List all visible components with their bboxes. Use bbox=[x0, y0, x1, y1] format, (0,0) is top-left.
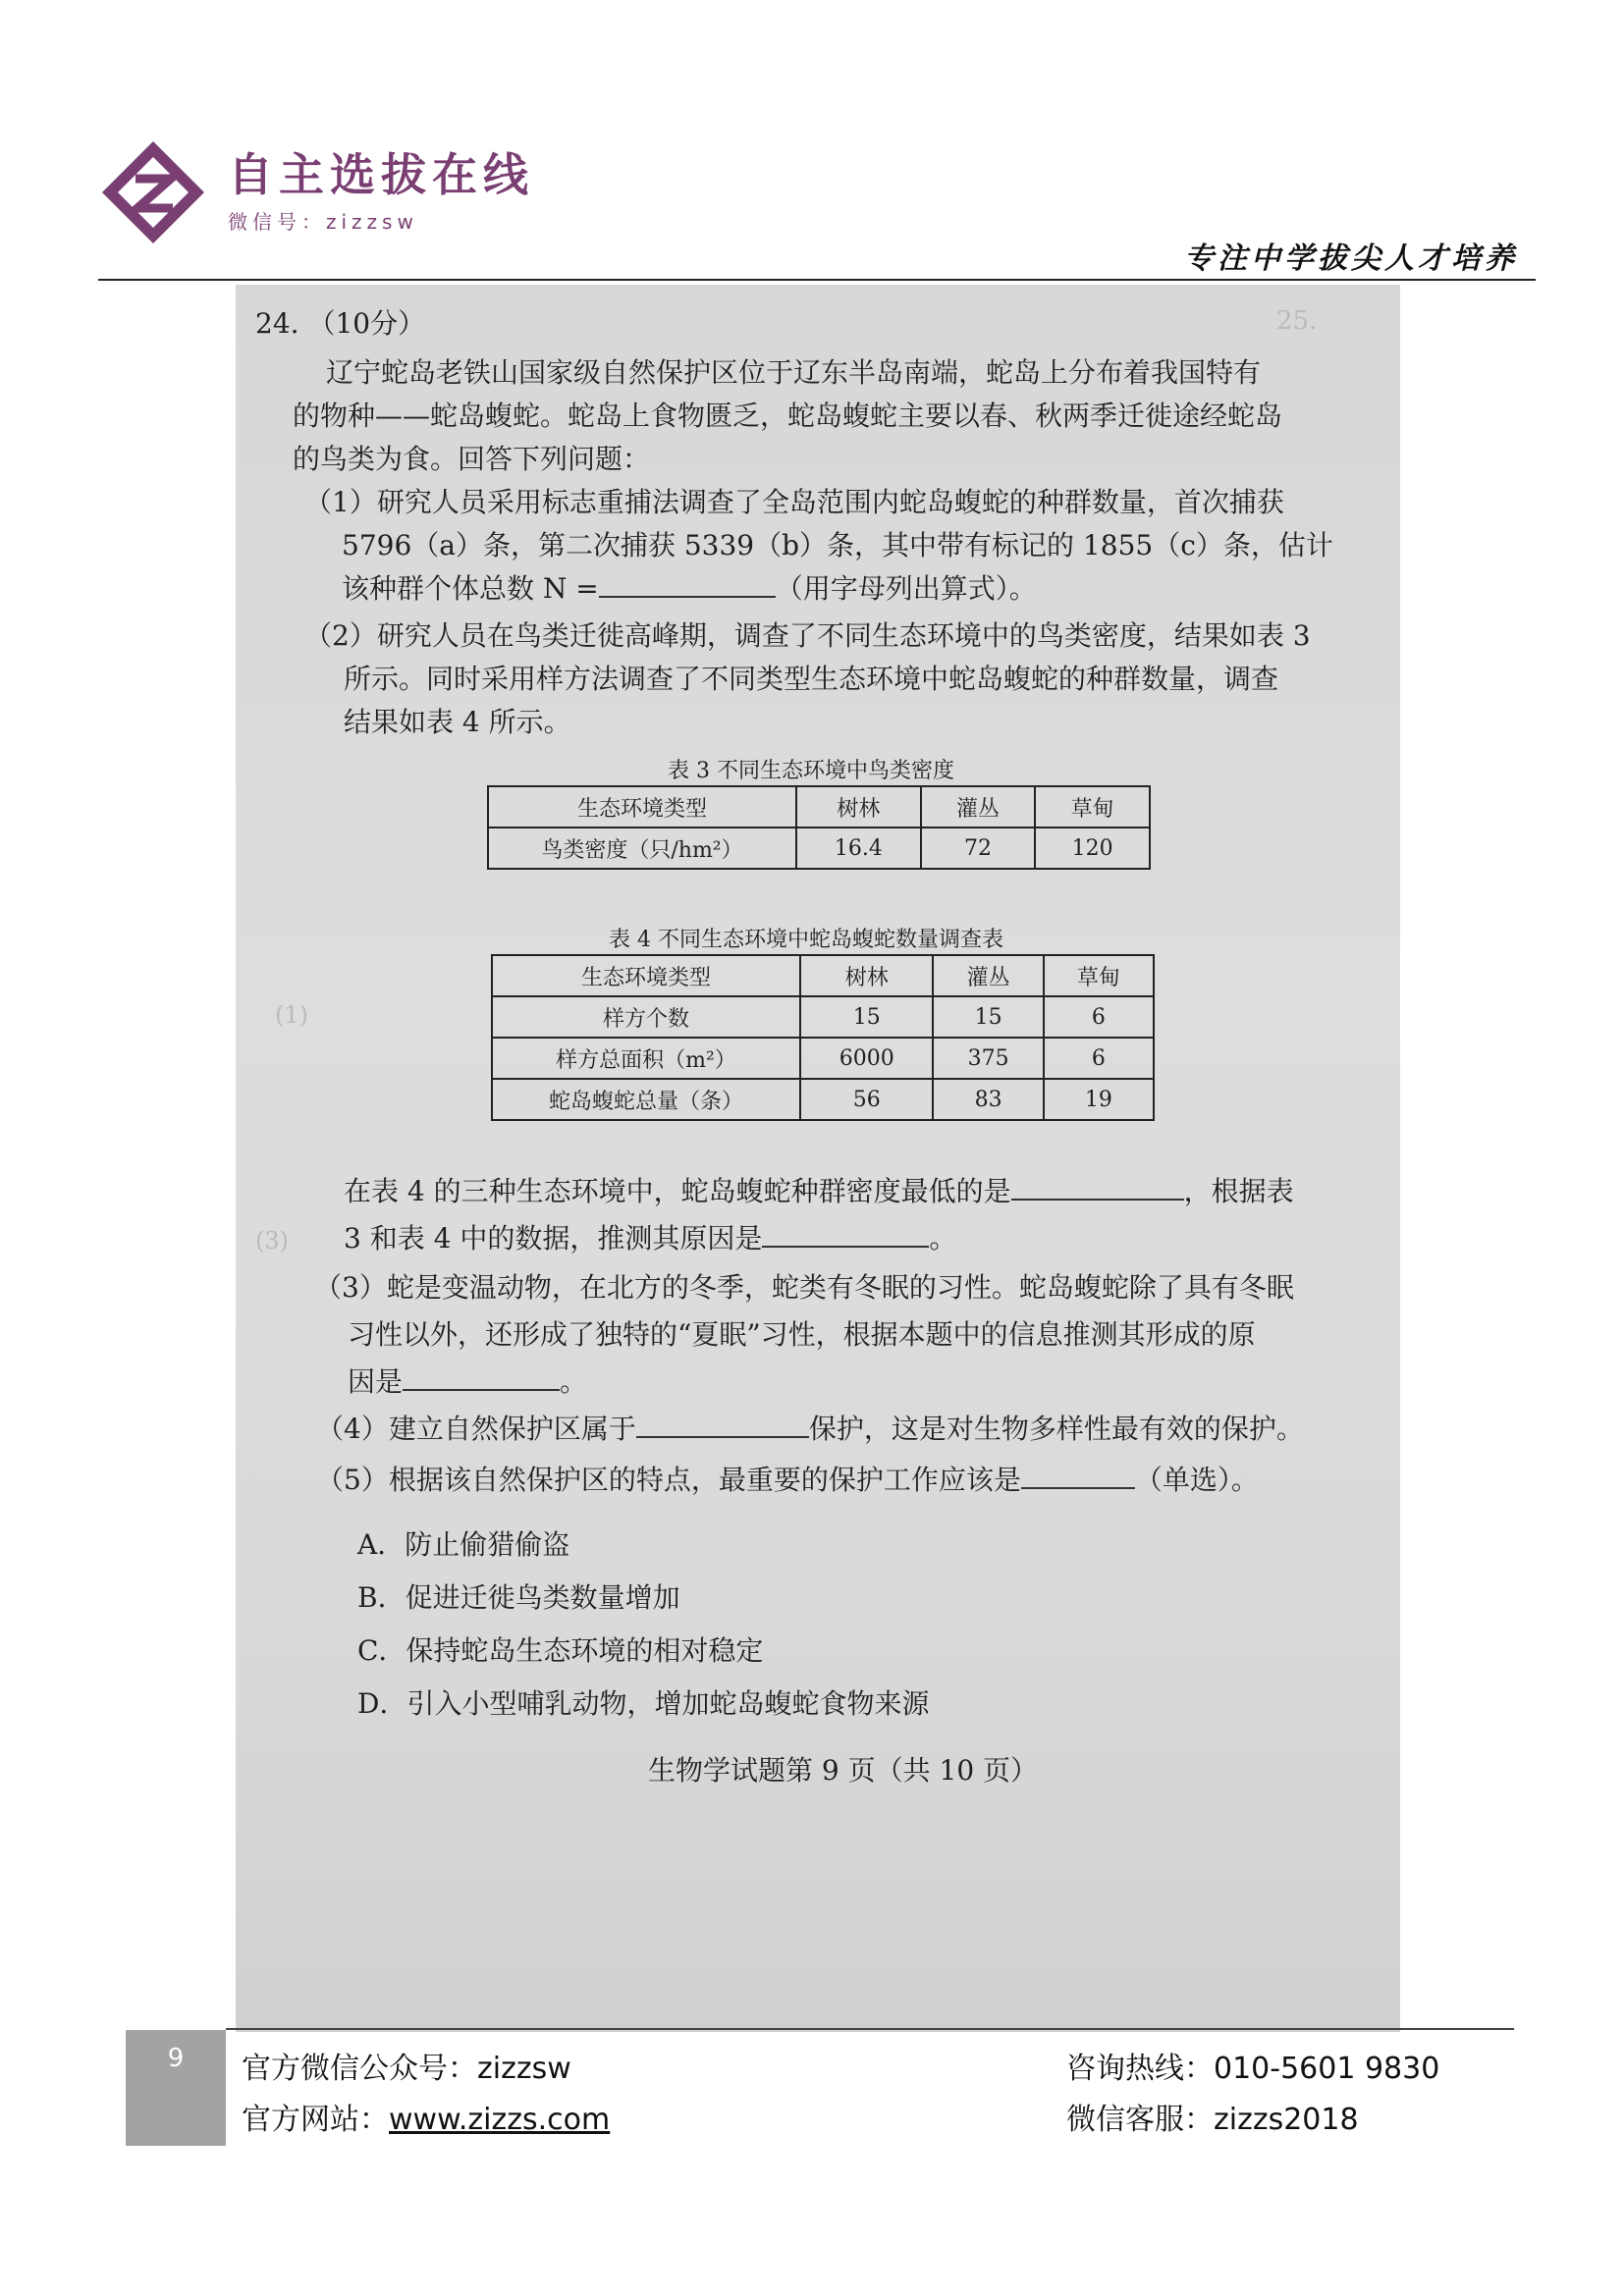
footer-wechat-official: 官方微信公众号：zizzsw bbox=[242, 2052, 571, 2086]
answer-blank bbox=[636, 1411, 809, 1438]
footer-hotline: 咨询热线：010-5601 9830 bbox=[1066, 2052, 1440, 2086]
table4 bbox=[491, 954, 1155, 1121]
table-row bbox=[488, 828, 1150, 869]
answer-blank bbox=[403, 1363, 560, 1391]
table-cell: 83 bbox=[933, 1079, 1043, 1120]
bleed-through-mark: 25. bbox=[1276, 306, 1318, 336]
table4-caption: 表 4 不同生态环境中蛇岛蝮蛇数量调查表 bbox=[609, 928, 1003, 952]
zizzs-logo-icon bbox=[98, 137, 208, 247]
q2-followup-line: 在表 4 的三种生态环境中，蛇岛蝮蛇种群密度最低的是 ，根据表 bbox=[344, 1175, 1294, 1207]
brand-wechat-id: 微信号：zizzsw bbox=[228, 210, 418, 234]
table-cell: 72 bbox=[921, 828, 1036, 869]
answer-blank bbox=[1021, 1462, 1135, 1489]
question-number: 24. （10分） bbox=[255, 307, 426, 340]
option-b: B．促进迁徙鸟类数量增加 bbox=[357, 1581, 680, 1614]
table-header-cell: 草甸 bbox=[1044, 955, 1154, 996]
exam-page-footer: 生物学试题第 9 页（共 10 页） bbox=[648, 1754, 1039, 1787]
exam-page-photo bbox=[236, 285, 1400, 2032]
table3-caption: 表 3 不同生态环境中鸟类密度 bbox=[668, 759, 954, 783]
q2-line: 所示。同时采用样方法调查了不同类型生态环境中蛇岛蝮蛇的种群数量，调查 bbox=[344, 663, 1279, 695]
header-divider bbox=[98, 279, 1536, 281]
answer-blank bbox=[1011, 1173, 1184, 1201]
page-number: 9 bbox=[126, 2030, 226, 2146]
table-row bbox=[492, 1038, 1154, 1079]
answer-blank bbox=[599, 570, 776, 598]
q3-line: 因是 。 bbox=[348, 1365, 588, 1398]
table-row-label: 样方总面积（m²） bbox=[492, 1038, 800, 1079]
table3 bbox=[487, 785, 1151, 870]
q2-followup-line: 3 和表 4 中的数据，推测其原因是 。 bbox=[344, 1222, 957, 1255]
table-row bbox=[488, 786, 1150, 828]
table-row bbox=[492, 955, 1154, 996]
table-header-cell: 灌丛 bbox=[921, 786, 1036, 828]
bleed-through-mark: (1) bbox=[275, 1001, 308, 1029]
table-cell: 6 bbox=[1044, 1038, 1154, 1079]
table-row bbox=[492, 996, 1154, 1038]
intro-line: 的鸟类为食。回答下列问题： bbox=[293, 443, 651, 475]
option-d: D．引入小型哺乳动物，增加蛇岛蝮蛇食物来源 bbox=[357, 1687, 930, 1720]
table-cell: 16.4 bbox=[796, 828, 921, 869]
table-row-label: 鸟类密度（只/hm²） bbox=[488, 828, 796, 869]
table-cell: 375 bbox=[933, 1038, 1043, 1079]
intro-line: 辽宁蛇岛老铁山国家级自然保护区位于辽东半岛南端，蛇岛上分布着我国特有 bbox=[326, 356, 1262, 389]
table-header-cell: 灌丛 bbox=[933, 955, 1043, 996]
footer-website-link[interactable]: www.zizzs.com bbox=[389, 2103, 611, 2137]
option-c: C．保持蛇岛生态环境的相对稳定 bbox=[357, 1634, 764, 1667]
q3-line: 习性以外，还形成了独特的“夏眠”习性，根据本题中的信息推测其形成的原 bbox=[348, 1318, 1256, 1351]
table-header-cell: 树林 bbox=[796, 786, 921, 828]
table-row bbox=[492, 1079, 1154, 1120]
bleed-through-mark: (3) bbox=[255, 1227, 289, 1255]
brand-block bbox=[228, 147, 534, 235]
q2-line: （2）研究人员在鸟类迁徙高峰期，调查了不同生态环境中的鸟类密度，结果如表 3 bbox=[304, 619, 1311, 652]
footer-website-label: 官方网站： bbox=[242, 2103, 389, 2137]
table-cell: 6 bbox=[1044, 996, 1154, 1038]
footer-website bbox=[242, 2095, 610, 2138]
table-header-cell: 生态环境类型 bbox=[488, 786, 796, 828]
q5-line: （5）根据该自然保护区的特点，最重要的保护工作应该是 （单选）。 bbox=[316, 1464, 1259, 1496]
table-cell: 15 bbox=[800, 996, 933, 1038]
table-cell: 56 bbox=[800, 1079, 933, 1120]
footer-wechat-service: 微信客服：zizzs2018 bbox=[1066, 2103, 1359, 2137]
table-cell: 6000 bbox=[800, 1038, 933, 1079]
option-a: A．防止偷猎偷盗 bbox=[357, 1528, 570, 1561]
q1-line: 5796（a）条，第二次捕获 5339（b）条，其中带有标记的 1855（c）条，估计 bbox=[342, 529, 1333, 561]
table-cell: 120 bbox=[1035, 828, 1150, 869]
table-cell: 15 bbox=[933, 996, 1043, 1038]
table-header-cell: 树林 bbox=[800, 955, 933, 996]
table-row-label: 蛇岛蝮蛇总量（条） bbox=[492, 1079, 800, 1120]
table-cell: 19 bbox=[1044, 1079, 1154, 1120]
q1-line: （1）研究人员采用标志重捕法调查了全岛范围内蛇岛蝮蛇的种群数量，首次捕获 bbox=[304, 486, 1284, 518]
brand-name: 自主选拔在线 bbox=[228, 148, 534, 201]
answer-blank bbox=[762, 1220, 929, 1248]
q1-line: 该种群个体总数 N = （用字母列出算式）。 bbox=[342, 572, 1037, 605]
table-header-cell: 草甸 bbox=[1035, 786, 1150, 828]
header-slogan: 专注中学拔尖人才培养 bbox=[1184, 241, 1518, 276]
intro-line: 的物种——蛇岛蝮蛇。蛇岛上食物匮乏，蛇岛蝮蛇主要以春、秋两季迁徙途经蛇岛 bbox=[293, 400, 1283, 432]
footer-divider bbox=[226, 2028, 1514, 2030]
table-row-label: 样方个数 bbox=[492, 996, 800, 1038]
q4-line: （4）建立自然保护区属于 保护，这是对生物多样性最有效的保护。 bbox=[316, 1413, 1304, 1445]
table-header-cell: 生态环境类型 bbox=[492, 955, 800, 996]
q2-line: 结果如表 4 所示。 bbox=[344, 706, 571, 738]
q3-line: （3）蛇是变温动物，在北方的冬季，蛇类有冬眠的习性。蛇岛蝮蛇除了具有冬眠 bbox=[314, 1271, 1294, 1304]
